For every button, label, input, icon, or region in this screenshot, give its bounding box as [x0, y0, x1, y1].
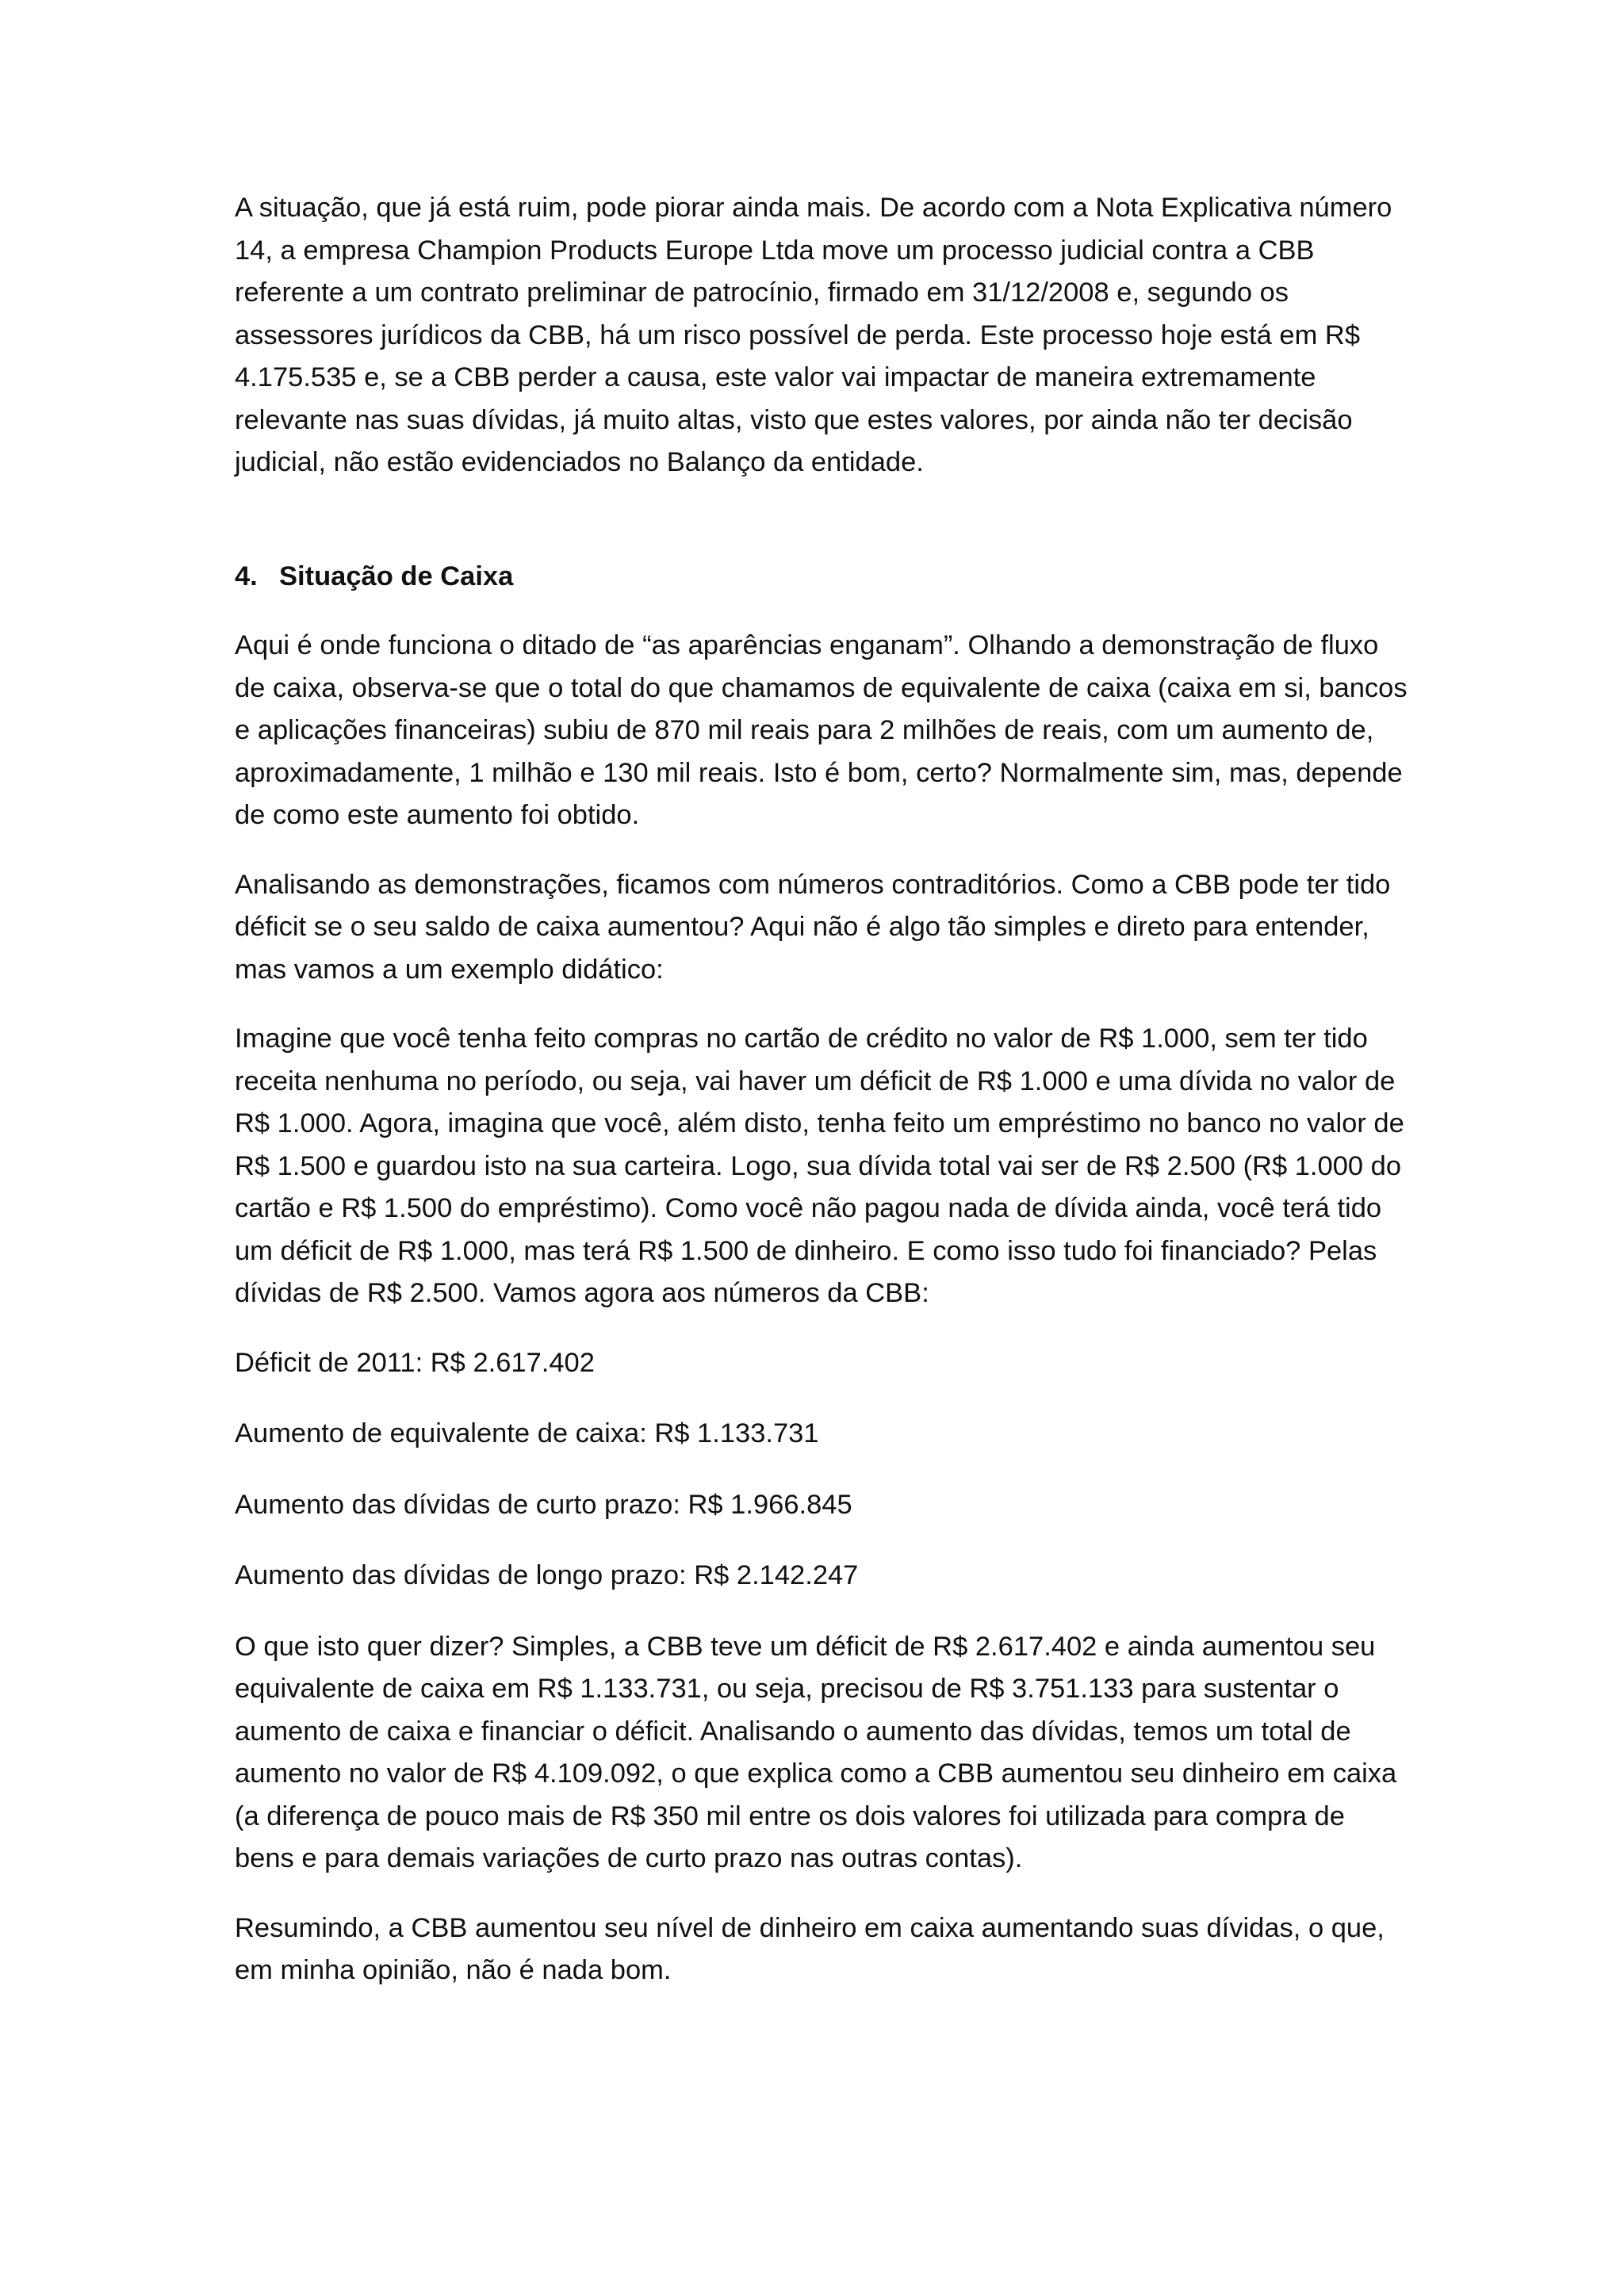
paragraph-didactic-example: Imagine que você tenha feito compras no cartão de crédito no valor de R$ 1.000, sem ter tido receita nenhuma no período, ou seja, vai haver um déficit de R$ 1.000 e uma dívida no valor de R$ 1.000. Agora, imagina que você, além disto, tenha feito um empréstimo no banco no valor de R$ 1.500 e guardou isto na sua carteira. Logo, sua dívida total vai ser de R$ 2.500 (R$ 1.000 do cartão e R$ 1.500 do empréstimo). Como você não pagou nada de dívida ainda, você terá tido um déficit de R$ 1.000, mas terá R$ 1.500 de dinheiro. E como isso tudo foi financiado? Pelas dívidas de R$ 2.500. Vamos agora aos números da CBB:: [235, 1024, 1404, 1308]
section-title: Situação de Caixa: [279, 561, 514, 591]
paragraph-appearances: Aqui é onde funciona o ditado de “as aparências enganam”. Olhando a demonstração de fluxo de caixa, observa-se que o total do que chamamos de equivalente de caixa (caixa em si, bancos e aplicações financeiras) subiu de 870 mil reais para 2 milhões de reais, com um aumento de, aproximadamente, 1 milhão e 130 mil reais. Isto é bom, certo? Normalmente sim, mas, depende de como este aumento foi obtido.: [235, 630, 1408, 830]
figure-long-term-debt: Aumento das dívidas de longo prazo: R$ 2.142.247: [235, 1560, 859, 1590]
section-heading: [235, 556, 1408, 599]
figure-short-term-debt: Aumento das dívidas de curto prazo: R$ 1.966.845: [235, 1489, 852, 1520]
paragraph-explanation: O que isto quer dizer? Simples, a CBB teve um déficit de R$ 2.617.402 e ainda aumentou seu equivalente de caixa em R$ 1.133.731, ou seja, precisou de R$ 3.751.133 para sustentar o aumento de caixa e financiar o déficit. Analisando o aumento das dívidas, temos um total de aumento no valor de R$ 4.109.092, o que explica como a CBB aumentou seu dinheiro em caixa (a diferença de pouco mais de R$ 350 mil entre os dois valores foi utilizada para compra de bens e para demais variações de curto prazo nas outras contas).: [235, 1631, 1397, 1873]
section-number: 4.: [235, 561, 258, 591]
document-page: [235, 187, 1408, 2019]
intro-paragraph: A situação, que já está ruim, pode piorar ainda mais. De acordo com a Nota Explicativa número 14, a empresa Champion Products Europe Ltda move um processo judicial contra a CBB referente a um contrato preliminar de patrocínio, firmado em 31/12/2008 e, segundo os assessores jurídicos da CBB, há um risco possível de perda. Este processo hoje está em R$ 4.175.535 e, se a CBB perder a causa, este valor vai impactar de maneira extremamente relevante nas suas dívidas, já muito altas, visto que estes valores, por ainda não ter decisão judicial, não estão evidenciados no Balanço da entidade.: [235, 193, 1392, 477]
paragraph-contradictory-numbers: Analisando as demonstrações, ficamos com números contraditórios. Como a CBB pode ter tido déficit se o seu saldo de caixa aumentou? Aqui não é algo tão simples e direto para entender, mas vamos a um exemplo didático:: [235, 869, 1391, 985]
paragraph-summary: Resumindo, a CBB aumentou seu nível de dinheiro em caixa aumentando suas dívidas, o que, em minha opinião, não é nada bom.: [235, 1912, 1385, 1985]
figure-deficit: Déficit de 2011: R$ 2.617.402: [235, 1347, 595, 1378]
figure-cash-increase: Aumento de equivalente de caixa: R$ 1.133.731: [235, 1418, 819, 1448]
